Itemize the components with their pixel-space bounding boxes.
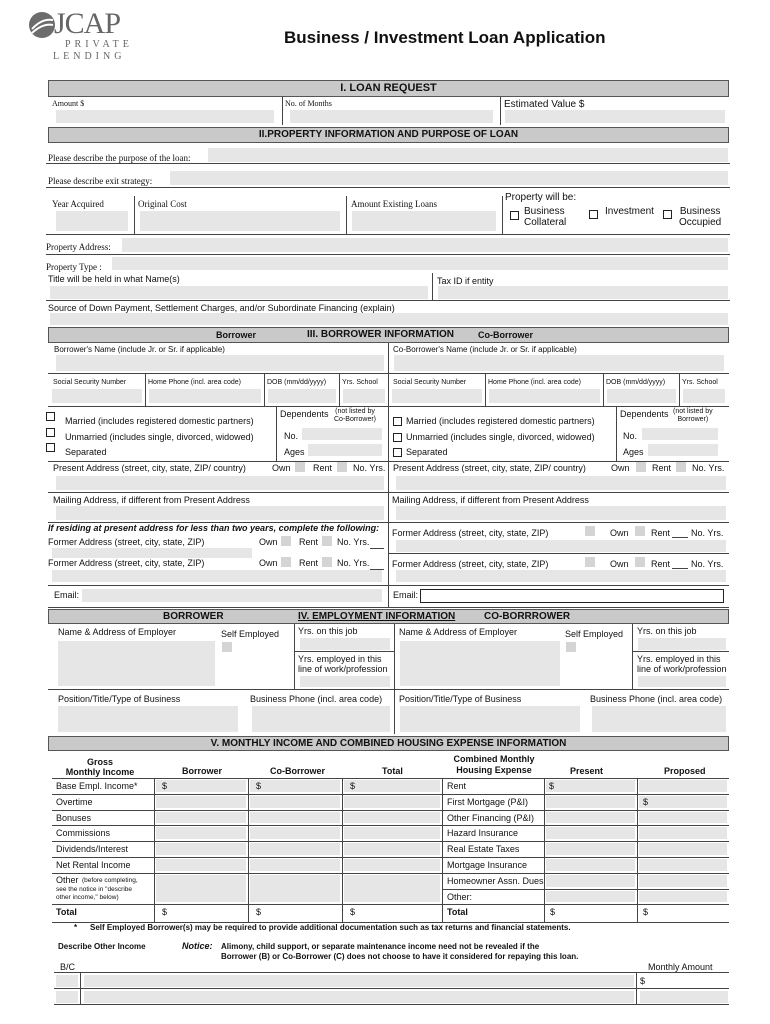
borrower-employer-input[interactable] [58, 641, 215, 686]
coborrower-email-label: Email: [393, 590, 419, 600]
collateral-label: Business Collateral [524, 206, 567, 228]
notice-line-2: Borrower (B) or Co-Borrower (C) does not choose to have it considered for repaying this loan. [221, 952, 579, 961]
bc-input-1[interactable] [56, 975, 78, 987]
coborrower-yrs-school-input[interactable] [683, 389, 725, 403]
expense-cell-input[interactable] [546, 875, 635, 887]
section-title: IV. EMPLOYMENT INFORMATION [298, 611, 456, 622]
income-cell-input[interactable] [250, 843, 340, 855]
borrower-ages-input[interactable] [308, 444, 382, 456]
income-cell-input[interactable] [156, 780, 246, 792]
section-title: III. BORROWER INFORMATION [307, 329, 455, 340]
borrower-separated-checkbox[interactable] [46, 443, 55, 452]
coborrower-former-1-own-label: Own [610, 528, 629, 538]
dollar-sign: $ [162, 907, 168, 918]
income-cell-input[interactable] [344, 812, 440, 824]
borrower-name-label: Borrower's Name (include Jr. or Sr. if applicable) [54, 345, 225, 354]
purpose-label: Please describe the purpose of the loan: [48, 153, 191, 163]
borrower-phone-label: Home Phone (incl. area code) [148, 379, 241, 386]
tax-id-input[interactable] [438, 286, 728, 299]
expense-total-label: Total [447, 907, 468, 918]
income-cell-input[interactable] [250, 875, 340, 903]
borrower-separated-label: Separated [65, 447, 107, 457]
amount-label: Amount $ [52, 99, 85, 108]
other-note: (before completing, [82, 876, 138, 884]
borrower-former-2-no-yrs-label: No. Yrs. [337, 558, 370, 568]
coborrower-ages-label: Ages [623, 447, 644, 457]
coborrower-former-2-own-label: Own [610, 559, 629, 569]
expense-cell-input[interactable] [546, 843, 635, 855]
borrower-yrs-job-input[interactable] [300, 638, 390, 650]
investment-checkbox[interactable] [589, 210, 598, 219]
borrower-former-2-rent-label: Rent [299, 558, 319, 568]
expense-row-label: Mortgage Insurance [447, 860, 528, 870]
col-total: Total [382, 766, 403, 776]
borrower-married-checkbox[interactable] [46, 412, 55, 421]
exit-strategy-label: Please describe exit strategy: [48, 176, 153, 186]
expense-cell-input[interactable] [639, 843, 727, 855]
borrower-former-address-1-label: Former Address (street, city, state, ZIP) [48, 537, 205, 547]
property-type-label: Property Type : [46, 262, 102, 272]
income-cell-input[interactable] [344, 827, 440, 839]
income-row-label: Dividends/Interest [56, 844, 129, 855]
borrower-former-address-1-input[interactable] [52, 548, 252, 558]
section-title: II.PROPERTY INFORMATION AND PURPOSE OF LOAN [258, 129, 519, 140]
dollar-sign: $ [643, 907, 649, 918]
coborrower-position-label: Position/Title/Type of Business [399, 694, 522, 704]
grid-line [154, 778, 155, 922]
borrower-former-1-no-yrs-label: No. Yrs. [337, 537, 370, 547]
year-acquired-label: Year Acquired [52, 199, 104, 209]
borrower-yrs-line-label: Yrs. employed in this line of work/profession [298, 654, 388, 674]
borrower-dependents-label: Dependents [280, 409, 329, 419]
less-than-two-years-note: If residing at present address for less than two years, complete the following: [48, 523, 380, 533]
dollar-sign: $ [350, 907, 356, 918]
other-income-description-2[interactable] [84, 991, 634, 1003]
coborrower-dob-label: DOB (mm/dd/yyyy) [606, 379, 666, 386]
coborrower-unmarried-checkbox[interactable] [393, 433, 402, 442]
title-held-label: Title will be held in what Name(s) [48, 274, 180, 284]
borrower-business-phone-input[interactable] [252, 706, 390, 732]
coborrower-former-1-no-yrs-label: No. Yrs. [691, 528, 724, 538]
income-cell-input[interactable] [344, 875, 440, 903]
expense-cell-input[interactable] [639, 827, 727, 839]
borrower-former-2-own-checkbox[interactable] [281, 557, 291, 567]
logo-line1: PRIVATE [65, 39, 133, 50]
property-will-be-label: Property will be: [505, 192, 577, 203]
income-row-label: Base Empl. Income* [56, 781, 138, 791]
coborrower-rent-label: Rent [652, 463, 672, 473]
coborrower-dependents-no-label: No. [623, 431, 638, 441]
borrower-yrs-school-label: Yrs. School [342, 379, 378, 386]
income-cell-input[interactable] [344, 780, 440, 792]
dollar-sign: $ [162, 781, 168, 791]
jcap-logo-icon [27, 10, 57, 40]
expense-row-label: Hazard Insurance [447, 828, 519, 839]
coborrower-phone-input[interactable] [489, 389, 600, 403]
purpose-input[interactable] [208, 148, 728, 162]
borrower-position-input[interactable] [58, 706, 238, 732]
income-cell-input[interactable] [156, 812, 246, 824]
coborrower-former-address-2-label: Former Address (street, city, state, ZIP) [392, 559, 549, 569]
borrower-ssn-input[interactable] [52, 389, 142, 403]
expense-cell-input[interactable] [639, 875, 727, 887]
section-title: I. LOAN REQUEST [340, 82, 437, 94]
employment-coborrower-label: CO-BORRROWER [484, 611, 571, 622]
coborrower-former-address-1-input[interactable] [396, 540, 726, 552]
borrower-unmarried-label: Unmarried (includes single, divorced, widowed) [65, 432, 254, 442]
grid-line [342, 778, 343, 922]
notice-line-1: Alimony, child support, or separate maintenance income need not be revealed if the [221, 942, 540, 951]
coborrower-position-input[interactable] [400, 706, 580, 732]
expense-cell-input[interactable] [639, 780, 727, 792]
borrower-own-checkbox[interactable] [295, 462, 305, 472]
monthly-amount-input-2[interactable] [640, 991, 728, 1003]
borrower-married-label: Married (includes registered domestic partners) [65, 416, 254, 426]
borrower-former-1-rent-checkbox[interactable] [322, 536, 332, 546]
borrower-present-address-input[interactable] [56, 476, 384, 490]
coborrower-married-checkbox[interactable] [393, 417, 402, 426]
borrower-self-employed-label: Self Employed [221, 629, 280, 639]
income-cell-input[interactable] [344, 843, 440, 855]
occupied-label: Business Occupied [679, 206, 722, 228]
income-cell-input[interactable] [156, 796, 246, 808]
expense-row-label: Rent [447, 781, 467, 791]
expense-cell-input[interactable] [639, 812, 727, 824]
estimated-value-input[interactable] [505, 110, 725, 123]
coborrower-mailing-label: Mailing Address, if different from Present Address [392, 495, 589, 505]
expense-cell-input[interactable] [639, 796, 727, 808]
borrower-not-listed-note: (not listed by Co-Borrower) [334, 408, 377, 423]
grid-line [248, 778, 249, 922]
income-total-label: Total [56, 907, 77, 918]
source-label: Source of Down Payment, Settlement Charges, and/or Subordinate Financing (explain) [48, 303, 395, 313]
coborrower-dependents-no-input[interactable] [642, 428, 718, 440]
dollar-sign: $ [549, 781, 555, 791]
original-cost-label: Original Cost [138, 199, 187, 209]
borrower-yrs-job-label: Yrs. on this job [298, 626, 358, 636]
notice-label: Notice: [182, 941, 213, 951]
other-note: other income," below) [56, 893, 119, 901]
borrower-dob-label: DOB (mm/dd/yyyy) [267, 379, 327, 386]
other-income-description-1[interactable] [84, 975, 634, 987]
investment-label: Investment [605, 206, 654, 217]
borrower-dob-input[interactable] [268, 389, 336, 403]
expense-row-label: First Mortgage (P&I) [447, 796, 529, 807]
coborrower-self-employed-label: Self Employed [565, 629, 624, 639]
coborrower-former-2-rent-checkbox[interactable] [635, 557, 645, 567]
borrower-rent-checkbox[interactable] [337, 462, 347, 472]
section-header-income [48, 736, 729, 751]
logo-mark: JCAP [54, 7, 121, 40]
coborrower-business-phone-label: Business Phone (incl. area code) [590, 694, 723, 704]
col-coborrower: Co-Borrower [270, 766, 326, 776]
income-row-label: Commissions [56, 828, 111, 839]
col-combined-housing: Combined Monthly Housing Expense [453, 754, 535, 775]
coborrower-yrs-line-input[interactable] [638, 676, 726, 687]
expense-cell-input[interactable] [546, 812, 635, 824]
income-row-label: Overtime [56, 796, 93, 807]
coborrower-own-checkbox[interactable] [636, 462, 646, 472]
page-title: Business / Investment Loan Application [284, 28, 606, 47]
borrower-position-label: Position/Title/Type of Business [58, 694, 181, 704]
property-address-input[interactable] [122, 238, 728, 252]
coborrower-former-2-own-checkbox[interactable] [585, 557, 595, 567]
borrower-former-address-2-label: Former Address (street, city, state, ZIP) [48, 558, 205, 568]
income-cell-input[interactable] [156, 859, 246, 871]
borrower-former-1-own-label: Own [259, 537, 278, 547]
borrower-present-address-label: Present Address (street, city, state, ZIP/ country) [53, 463, 246, 473]
footnote-star: * [74, 923, 78, 932]
coborrower-separated-checkbox[interactable] [393, 448, 402, 457]
borrower-own-label: Own [272, 463, 291, 473]
coborrower-former-address-1-label: Former Address (street, city, state, ZIP) [392, 528, 549, 538]
year-acquired-input[interactable] [56, 211, 128, 231]
borrower-unmarried-checkbox[interactable] [46, 428, 55, 437]
borrower-self-employed-checkbox[interactable] [222, 642, 232, 652]
months-label: No. of Months [285, 99, 332, 108]
logo-line2: LENDING [53, 51, 126, 62]
coborrower-separated-label: Separated [406, 447, 448, 457]
expense-cell-input[interactable] [639, 859, 727, 871]
coborrower-column-label: Co-Borrower [478, 330, 534, 340]
income-cell-input[interactable] [250, 780, 340, 792]
column-divider [388, 343, 389, 607]
grid-line [637, 778, 638, 922]
months-input[interactable] [290, 110, 493, 123]
borrower-yrs-line-input[interactable] [300, 676, 390, 687]
coborrower-employer-label: Name & Address of Employer [399, 627, 518, 637]
expense-cell-input[interactable] [546, 827, 635, 839]
expense-cell-input[interactable] [546, 891, 635, 903]
col-present: Present [570, 766, 604, 776]
coborrower-not-listed-note: (not listed by Borrower) [673, 408, 713, 423]
borrower-dependents-no-input[interactable] [302, 428, 382, 440]
bc-input-2[interactable] [56, 991, 78, 1003]
coborrower-ssn-input[interactable] [392, 389, 482, 403]
income-cell-input[interactable] [156, 875, 246, 903]
original-cost-input[interactable] [140, 211, 340, 231]
borrower-column-label: Borrower [216, 330, 257, 340]
income-row-label: Bonuses [56, 812, 92, 823]
income-cell-input[interactable] [156, 843, 246, 855]
coborrower-former-1-own-checkbox[interactable] [585, 526, 595, 536]
existing-loans-input[interactable] [352, 211, 496, 231]
dollar-sign: $ [350, 781, 356, 791]
coborrower-name-input[interactable] [394, 355, 724, 371]
borrower-former-address-2-input[interactable] [52, 570, 382, 582]
coborrower-no-yrs-label: No. Yrs. [692, 463, 725, 473]
exit-strategy-input[interactable] [170, 171, 728, 185]
borrower-former-1-own-checkbox[interactable] [281, 536, 291, 546]
borrower-yrs-school-input[interactable] [343, 389, 385, 403]
income-cell-input[interactable] [250, 796, 340, 808]
borrower-mailing-input[interactable] [56, 506, 384, 520]
grid-line [544, 778, 545, 922]
coborrower-present-address-input[interactable] [396, 476, 726, 490]
expense-cell-input[interactable] [546, 859, 635, 871]
employment-borrower-label: BORROWER [163, 611, 224, 622]
coborrower-employer-input[interactable] [400, 641, 560, 686]
borrower-business-phone-label: Business Phone (incl. area code) [250, 694, 383, 704]
section-header-property [48, 127, 729, 143]
coborrower-former-1-rent-checkbox[interactable] [635, 526, 645, 536]
coborrower-yrs-school-label: Yrs. School [682, 379, 718, 386]
borrower-email-input[interactable] [82, 589, 382, 602]
borrower-no-yrs-label: No. Yrs. [353, 463, 386, 473]
amount-input[interactable] [56, 110, 274, 123]
coborrower-phone-label: Home Phone (incl. area code) [488, 379, 581, 386]
coborrower-ssn-label: Social Security Number [393, 379, 467, 386]
collateral-checkbox[interactable] [510, 211, 519, 220]
title-held-input[interactable] [50, 286, 428, 299]
col-gross-income: Gross Monthly Income [65, 757, 135, 777]
grid-line [442, 778, 443, 922]
coborrower-former-2-no-yrs-label: No. Yrs. [691, 559, 724, 569]
monthly-amount-label: Monthly Amount [648, 962, 713, 972]
expense-row-label: Homeowner Assn. Dues [447, 875, 544, 886]
estimated-value-label: Estimated Value $ [504, 99, 585, 110]
dollar-sign: $ [550, 907, 556, 918]
income-cell-input[interactable] [344, 859, 440, 871]
existing-loans-label: Amount Existing Loans [351, 199, 437, 209]
tax-id-label: Tax ID if entity [437, 276, 494, 286]
coborrower-present-address-label: Present Address (street, city, state, ZIP/ country) [393, 463, 586, 473]
coborrower-business-phone-input[interactable] [592, 706, 726, 732]
coborrower-yrs-line-label: Yrs. employed in this line of work/profession [637, 654, 727, 674]
borrower-mailing-label: Mailing Address, if different from Present Address [53, 495, 250, 505]
borrower-ages-label: Ages [284, 447, 305, 457]
income-row-label: Other [56, 874, 79, 885]
coborrower-former-address-2-input[interactable] [396, 570, 726, 582]
col-borrower: Borrower [182, 766, 223, 776]
coborrower-name-label: Co-Borrower's Name (include Jr. or Sr. if applicable) [393, 345, 577, 354]
grid-line [442, 889, 729, 890]
coborrower-own-label: Own [611, 463, 630, 473]
borrower-former-2-own-label: Own [259, 558, 278, 568]
coborrower-former-1-rent-label: Rent [651, 528, 671, 538]
borrower-ssn-label: Social Security Number [53, 379, 127, 386]
income-cell-input[interactable] [250, 859, 340, 871]
income-cell-input[interactable] [250, 827, 340, 839]
expense-cell-input[interactable] [546, 780, 635, 792]
coborrower-former-2-rent-label: Rent [651, 559, 671, 569]
borrower-former-1-rent-label: Rent [299, 537, 319, 547]
coborrower-self-employed-checkbox[interactable] [566, 642, 576, 652]
coborrower-married-label: Married (includes registered domestic partners) [406, 416, 595, 426]
coborrower-dependents-label: Dependents [620, 409, 669, 419]
describe-other-income-label: Describe Other Income [58, 942, 146, 951]
source-input[interactable] [50, 313, 728, 325]
borrower-email-label: Email: [54, 590, 80, 600]
coborrower-rent-checkbox[interactable] [676, 462, 686, 472]
borrower-dependents-no-label: No. [284, 431, 299, 441]
expense-cell-input[interactable] [639, 891, 727, 903]
dollar-sign: $ [643, 796, 649, 807]
income-cell-input[interactable] [156, 827, 246, 839]
self-employed-footnote: Self Employed Borrower(s) may be required to provide additional documentation such as tax returns and financial statements. [90, 923, 571, 932]
expense-row-label: Other Financing (P&I) [447, 812, 535, 823]
borrower-employer-label: Name & Address of Employer [58, 627, 177, 637]
income-cell-input[interactable] [250, 812, 340, 824]
col-proposed: Proposed [664, 766, 706, 776]
monthly-amount-dollar: $ [640, 976, 646, 986]
section-header-loan-request [48, 80, 729, 97]
coborrower-unmarried-label: Unmarried (includes single, divorced, widowed) [406, 432, 595, 442]
occupied-checkbox[interactable] [663, 210, 672, 219]
coborrower-dob-input[interactable] [607, 389, 676, 403]
other-note: see the notice in "describe [56, 885, 133, 893]
dollar-sign: $ [256, 907, 262, 918]
coborrower-yrs-job-input[interactable] [638, 638, 726, 650]
borrower-former-2-rent-checkbox[interactable] [322, 557, 332, 567]
borrower-name-input[interactable] [56, 355, 384, 371]
coborrower-ages-input[interactable] [648, 444, 718, 456]
property-type-input[interactable] [112, 257, 728, 270]
expense-cell-input[interactable] [546, 796, 635, 808]
property-address-label: Property Address: [46, 242, 111, 252]
bc-label: B/C [60, 962, 76, 972]
expense-row-label: Real Estate Taxes [447, 844, 520, 855]
coborrower-mailing-input[interactable] [396, 506, 726, 520]
borrower-phone-input[interactable] [149, 389, 261, 403]
section-title: V. MONTHLY INCOME AND COMBINED HOUSING EXPENSE INFORMATION [210, 738, 567, 749]
coborrower-yrs-job-label: Yrs. on this job [637, 626, 697, 636]
income-cell-input[interactable] [344, 796, 440, 808]
income-row-label: Net Rental Income [56, 860, 131, 870]
expense-row-label: Other: [447, 891, 473, 902]
borrower-rent-label: Rent [313, 463, 333, 473]
coborrower-email-input[interactable] [420, 589, 724, 603]
dollar-sign: $ [256, 781, 262, 791]
